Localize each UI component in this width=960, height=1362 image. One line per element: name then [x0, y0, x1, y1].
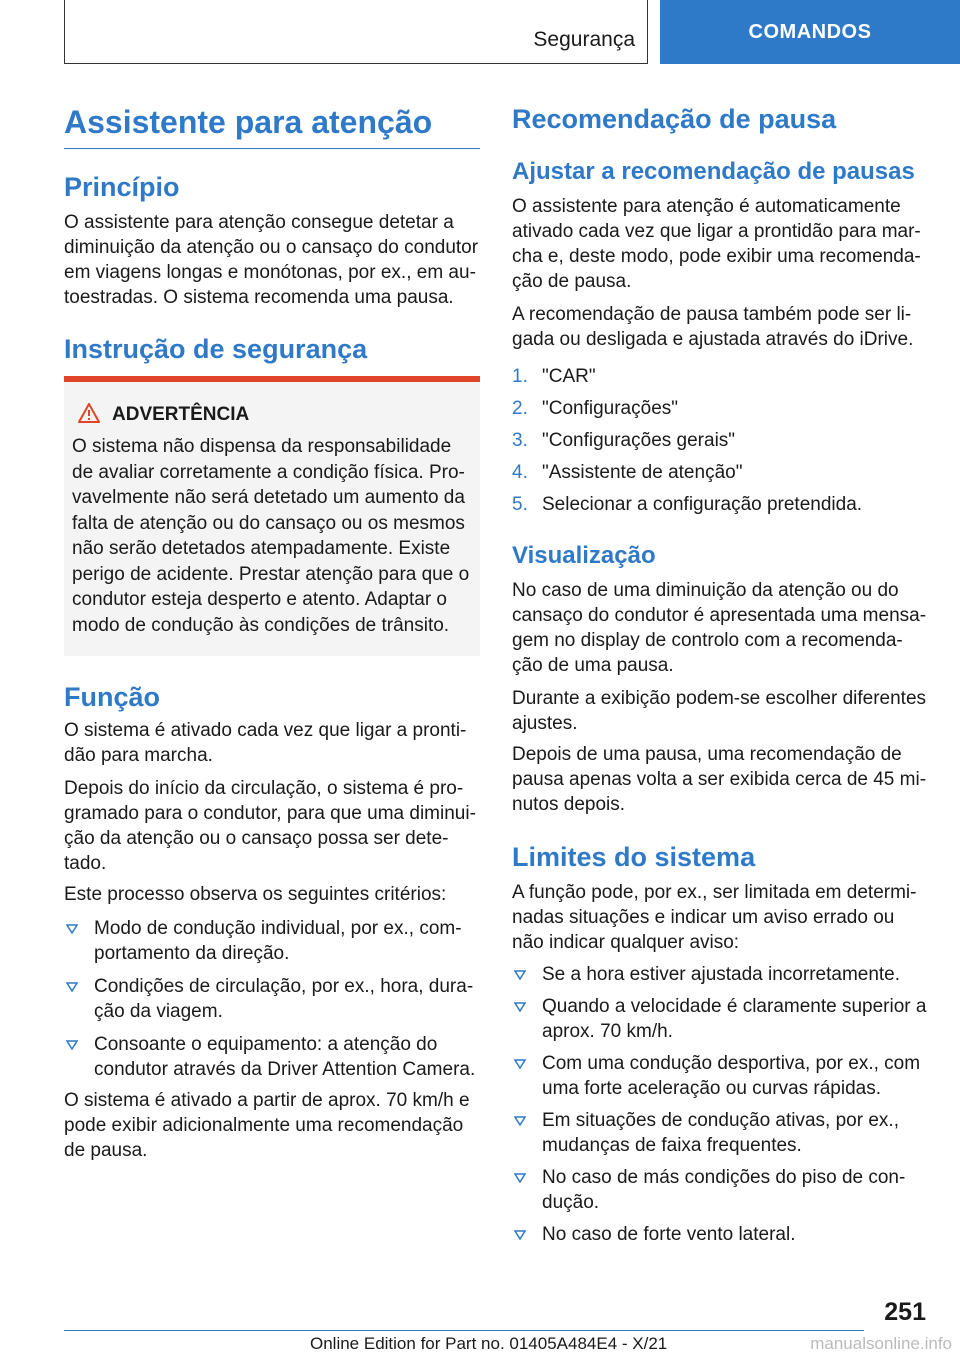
warning-title: ADVERTÊNCIA [112, 404, 250, 425]
function-text-4: O sistema é ativado a partir de aprox. 70 km/h e pode exibir adicionalmente uma recomendação de pausa. [64, 1090, 470, 1161]
triangle-bullet-icon [66, 924, 78, 934]
list-item: Com uma condução desportiva, por ex., com uma forte aceleração ou curvas rápidas. [512, 1051, 930, 1101]
function-text-2: Depois do início da circulação, o sistema é pro‐gramado para o condutor, para que uma diminui‐ção da atenção ou o cansaço possa ser dete‐tado. [64, 778, 476, 874]
triangle-bullet-icon [514, 970, 526, 980]
footer-rule [64, 1330, 864, 1331]
list-item: 2. "Configurações" [512, 398, 679, 419]
triangle-bullet-icon [66, 982, 78, 992]
list-item: 1. "CAR" [512, 366, 596, 387]
limits-text: A função pode, por ex., ser limitada em determi‐nadas situações e indicar um aviso errado ou não indicar qualquer aviso: [512, 882, 917, 953]
list-item: Condições de circulação, por ex., hora, dura‐ção da viagem. [64, 974, 480, 1024]
adjust-heading: Ajustar a recomendação de pausas [512, 158, 915, 185]
display-text-2: Durante a exibição podem-se escolher diferentes ajustes. [512, 688, 927, 734]
watermark: manualsonline.info [810, 1334, 952, 1353]
principle-heading: Princípio [64, 172, 180, 202]
list-item: Em situações de condução ativas, por ex., mudanças de faixa frequentes. [512, 1108, 930, 1158]
function-text-1: O sistema é ativado cada vez que ligar a pronti‐dão para marcha. [64, 720, 467, 766]
warning-triangle-icon [78, 403, 100, 423]
list-item: 4. "Assistente de atenção" [512, 462, 743, 483]
list-item: Consoante o equipamento: a atenção do condutor através da Driver Attention Camera. [64, 1032, 480, 1082]
list-item: Modo de condução individual, por ex., com‐portamento da direção. [64, 916, 480, 966]
page-title: Assistente para atenção [64, 104, 433, 140]
list-item: No caso de más condições do piso de con‐dução. [512, 1165, 930, 1215]
triangle-bullet-icon [514, 1116, 526, 1126]
display-heading: Visualização [512, 542, 656, 569]
edition-text: Online Edition for Part no. 01405A484E4 - X/21 [310, 1334, 668, 1353]
limits-list [512, 962, 930, 1247]
display-text-1: No caso de uma diminuição da atenção ou do cansaço do condutor é apresentada uma mensa‐gem no display de controlo com a recomenda‐ção de uma pausa. [512, 580, 927, 676]
function-heading: Função [64, 682, 161, 712]
criteria-list [64, 916, 480, 1082]
triangle-bullet-icon [66, 1040, 78, 1050]
list-item: 5. Selecionar a configuração pretendida. [512, 494, 863, 515]
adjust-text-1: O assistente para atenção é automaticamente ativado cada vez que ligar a prontidão para mar‐cha e, deste modo, pode exibir uma recomenda‐ção de pausa. [512, 196, 921, 292]
safety-heading: Instrução de segurança [64, 334, 368, 364]
triangle-bullet-icon [514, 1230, 526, 1240]
list-item: Se a hora estiver ajustada incorretamente. [512, 962, 930, 987]
list-item: No caso de forte vento lateral. [512, 1222, 930, 1247]
steps-list [512, 364, 930, 517]
triangle-bullet-icon [514, 1002, 526, 1012]
header-section-box [64, 0, 648, 64]
display-text-3: Depois de uma pausa, uma recomendação de pausa apenas volta a ser exibida cerca de 45 mi‐nutos depois. [512, 744, 927, 815]
warning-text: O sistema não dispensa da responsabilidade de avaliar corretamente a condição física. Pro‐vavelmente não será detetado um aumento da falta de atenção ou do cansaço ou os mesmos não serão detetados atempadamente. Existe perigo de acidente. Prestar atenção para que o condutor esteja desperto e atento. Adaptar o modo de condução às condições de trânsito. [72, 436, 470, 636]
chapter-tab: COMANDOS [660, 0, 960, 64]
list-item: 3. "Configurações gerais" [512, 430, 736, 451]
triangle-bullet-icon [514, 1059, 526, 1069]
function-text-3: Este processo observa os seguintes critérios: [64, 884, 447, 905]
section-title: Segurança [533, 28, 635, 51]
principle-text: O assistente para atenção consegue detetar a diminuição da atenção ou o cansaço do condutor em viagens longas e monótonas, por ex., em au‐toestradas. O sistema recomenda uma pausa. [64, 212, 479, 308]
warning-box [64, 382, 480, 656]
pause-title: Recomendação de pausa [512, 104, 837, 134]
title-rule [64, 148, 480, 149]
list-item: Quando a velocidade é claramente superior a aprox. 70 km/h. [512, 994, 930, 1044]
page-number: 251 [884, 1298, 926, 1326]
adjust-text-2: A recomendação de pausa também pode ser li‐gada ou desligada e ajustada através do iDrive. [512, 304, 914, 350]
limits-heading: Limites do sistema [512, 842, 756, 872]
triangle-bullet-icon [514, 1173, 526, 1183]
